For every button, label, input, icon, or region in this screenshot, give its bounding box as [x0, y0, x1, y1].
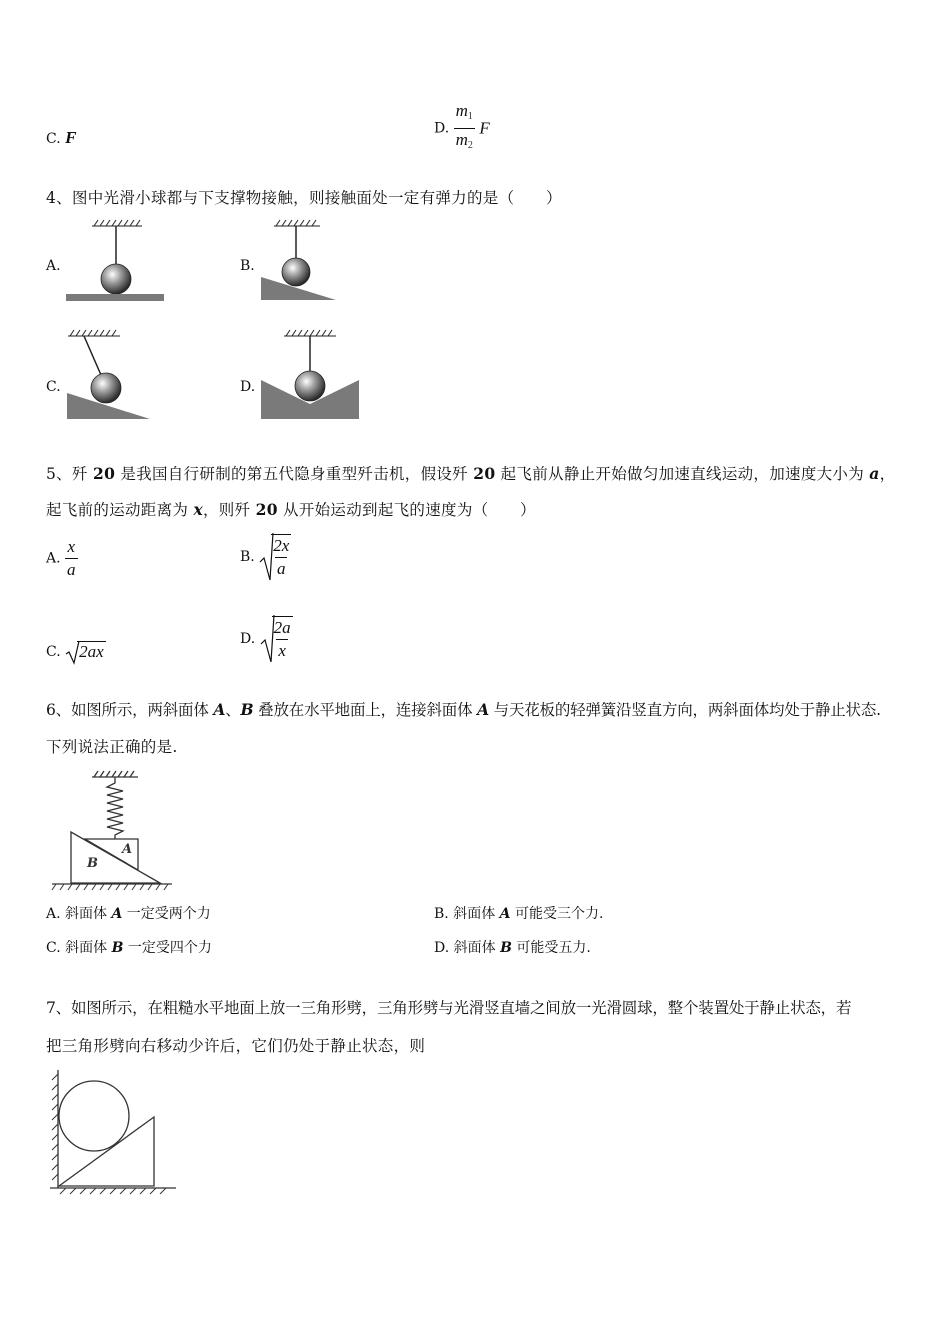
text: 一定受四个力 [123, 940, 212, 956]
ceiling-hatch [68, 330, 120, 336]
option-value: F [65, 128, 77, 147]
ball [295, 371, 325, 401]
text: 与天花板的轻弹簧沿竖直方向，两斜面体均处于静止状态. [488, 701, 881, 719]
variable: x [193, 500, 203, 519]
q7-stem-line2: 把三角形劈向右移动少许后，它们仍处于静止状态，则 [46, 1037, 426, 1055]
fig-7 [50, 1070, 176, 1194]
option-label: A. [46, 550, 61, 567]
option-tail: F [479, 118, 490, 138]
text: 可能受三个力. [510, 906, 604, 922]
fig-6-label-a: A [122, 842, 133, 857]
text: ，则歼 [202, 501, 256, 519]
q6-option-a [46, 903, 211, 923]
subscript: 1 [467, 111, 473, 122]
text: 叠放在水平地面上，连接斜面体 [253, 701, 478, 719]
denominator: a [67, 560, 76, 579]
text: 是我国自行研制的第五代隐身重型歼击机，假设歼 [115, 465, 474, 483]
fig-6-label-b: B [87, 856, 98, 871]
option-label: D. [434, 120, 450, 137]
q5-option-d [240, 614, 293, 664]
ceiling-hatch [92, 220, 142, 226]
q6-option-b [434, 903, 603, 923]
text: D. 斜面体 [434, 940, 501, 956]
ball [91, 373, 121, 403]
q4-stem: 4、图中光滑小球都与下支撑物接触，则接触面处一定有弹力的是（ ） [46, 189, 562, 207]
q5-option-c [46, 640, 106, 664]
q5-stem-line1 [46, 462, 895, 484]
option-label: D. [240, 631, 256, 647]
wedge [59, 1117, 154, 1186]
option-label: C. [46, 131, 61, 147]
fig-4b [261, 220, 336, 300]
ground-hatch [60, 1188, 166, 1194]
fig-4c [67, 330, 150, 419]
text: C. 斜面体 [46, 940, 112, 956]
variable: B [111, 940, 124, 956]
radical-sign [260, 614, 274, 664]
model-number: 20 [473, 464, 496, 483]
fig-4d [261, 330, 359, 419]
denominator: a [276, 559, 286, 578]
subscript: 2 [467, 140, 473, 151]
text: B. 斜面体 [434, 906, 500, 922]
variable: A [499, 906, 511, 922]
string [84, 336, 101, 375]
numerator: m [455, 101, 468, 120]
text: 可能受五力. [511, 940, 591, 956]
fraction [271, 534, 291, 580]
option-label: B. [240, 549, 255, 565]
ground-plate [66, 294, 164, 301]
wall-hatch [52, 1074, 58, 1180]
text: 5、歼 [46, 465, 93, 483]
variable: B [240, 700, 254, 719]
denominator: x [278, 641, 286, 660]
text: A. 斜面体 [46, 906, 112, 922]
variable: a [869, 464, 880, 483]
numerator: 2x [273, 536, 290, 555]
fig-4a [66, 220, 164, 301]
radicand: 2ax [79, 642, 104, 661]
text: 一定受两个力 [122, 906, 211, 922]
q7-stem-line1: 7、如图所示，在粗糙水平地面上放一三角形劈，三角形劈与光滑竖直墙之间放一光滑圆球，整个装置处于静止状态，若 [46, 999, 852, 1017]
q6-stem-line2: 下列说法正确的是. [46, 738, 178, 756]
fig-6 [52, 771, 172, 890]
numerator: 2a [273, 618, 291, 637]
text: 起飞前的运动距离为 [46, 501, 194, 519]
denominator: m [455, 130, 468, 149]
variable: A [213, 700, 226, 719]
text: 、 [225, 701, 241, 719]
variable: B [500, 940, 512, 956]
radical-sign [259, 532, 273, 582]
spring [107, 777, 123, 839]
q5-option-a [46, 536, 78, 581]
ball [59, 1081, 129, 1151]
fraction [272, 616, 293, 662]
q4-option-b-label: B. [240, 258, 255, 274]
text: 起飞前从静止开始做匀加速直线运动，加速度大小为 [495, 465, 870, 483]
numerator: x [67, 537, 76, 556]
text: ， [879, 465, 896, 483]
q4-option-d-label: D. [240, 379, 256, 395]
q6-option-d [434, 937, 591, 957]
ceiling-hatch [274, 220, 320, 226]
radical-sign [65, 640, 79, 664]
ground-hatch [52, 884, 168, 890]
model-number: 20 [93, 464, 116, 483]
ceiling-hatch [92, 771, 138, 777]
model-number: 20 [255, 500, 278, 519]
q6-stem-line1 [46, 698, 881, 720]
option-label: C. [46, 644, 61, 660]
ceiling-hatch [284, 330, 336, 336]
text: 6、如图所示，两斜面体 [46, 701, 214, 719]
q6-option-c [46, 937, 212, 957]
text: 从开始运动到起飞的速度为（ ） [277, 501, 536, 519]
fraction [65, 536, 78, 581]
q5-stem-line2 [46, 498, 536, 520]
ball [282, 258, 310, 286]
ball [101, 264, 131, 294]
variable: A [477, 700, 489, 719]
variable: A [111, 906, 123, 922]
q4-option-a-label: A. [46, 258, 61, 274]
q4-option-c-label: C. [46, 379, 61, 395]
q5-option-b [240, 532, 291, 582]
